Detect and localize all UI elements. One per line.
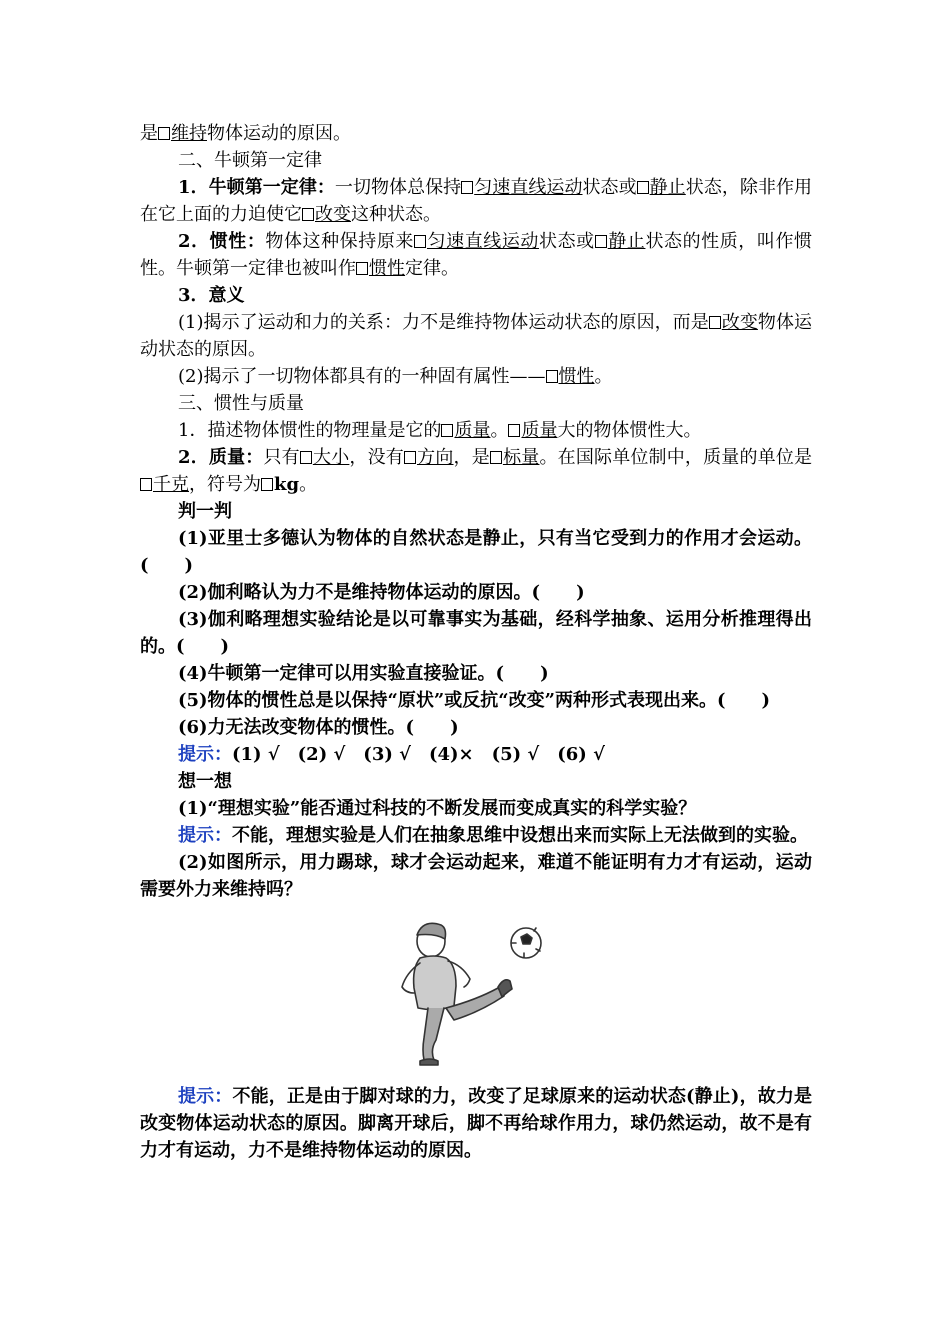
paragraph-significance-1 (140, 309, 812, 363)
text: 。 (299, 474, 318, 495)
text: 大的物体惯性大。 (557, 420, 702, 441)
hint-label: 提示： (178, 744, 232, 765)
fill-answer: 静止 (607, 231, 646, 252)
paragraph-inertia (140, 228, 812, 282)
hint-label: 提示： (178, 825, 232, 846)
blank-box-icon (637, 181, 649, 194)
paragraph-significance-2 (140, 363, 812, 390)
blank-box-icon (140, 478, 152, 491)
text: 只有 (263, 447, 300, 468)
think-question-1: (1)“理想实验”能否通过科技的不断发展而变成真实的科学实验？ (178, 798, 697, 819)
fill-answer: 改变 (315, 204, 351, 225)
text: 这种状态。 (351, 204, 441, 225)
hint-text: 不能，理想实验是人们在抽象思维中设想出来而实际上无法做到的实验。 (232, 825, 808, 846)
text: 物体这种保持原来 (265, 231, 414, 252)
text: 定律。 (405, 258, 459, 279)
judge-item-4: (4)牛顿第一定律可以用实验直接验证。( ) (178, 663, 549, 684)
text: 。 (594, 366, 613, 387)
blank-box-icon (461, 181, 473, 194)
fill-answer: 质量 (454, 420, 491, 441)
fill-answer: kg (274, 474, 300, 495)
fill-answer: 质量 (521, 420, 558, 441)
text: 一切物体总保持 (334, 177, 462, 198)
text: 。 (490, 420, 509, 441)
figure (140, 913, 812, 1073)
judge-item-5: (5)物体的惯性总是以保持“原状”或反抗“改变”两种形式表现出来。( ) (178, 690, 771, 711)
paragraph-newton-first-law (140, 174, 812, 228)
text: 状态，除非作用在它上面的力迫使它 (140, 177, 813, 225)
think-question-2: (2)如图所示，用力踢球，球才会运动起来，难道不能证明有力才有运动，运动需要外力来维持吗？ (140, 852, 812, 900)
blank-box-icon (490, 451, 502, 464)
blank-box-icon (356, 262, 368, 275)
blank-box-icon (546, 370, 558, 383)
fill-answer: 方向 (416, 447, 454, 468)
text: 1．描述物体惯性的物理量是它的 (178, 420, 442, 441)
term-label: 2．惯性： (178, 231, 266, 252)
judge-item-1: (1)亚里士多德认为物体的自然状态是静止，只有当它受到力的作用才会运动。( ) (140, 528, 812, 576)
fill-answer: 惯性 (558, 366, 595, 387)
fill-answer: 大小 (312, 447, 350, 468)
fill-answer: 改变 (721, 312, 758, 333)
text: 状态或 (582, 177, 637, 198)
judge-hint (140, 741, 812, 768)
think-answer-2 (140, 1083, 812, 1164)
text: 物体运动状态的原因。 (140, 312, 813, 360)
fill-answer: 匀速直线运动 (474, 177, 583, 198)
fill-answer: 千克 (153, 474, 189, 495)
judge-title: 判一判 (178, 501, 232, 522)
judge-item-2: (2)伽利略认为力不是维持物体运动的原因。( ) (178, 582, 585, 603)
line-1 (140, 120, 812, 147)
think-title: 想一想 (178, 771, 232, 792)
text: 物体运动的原因。 (207, 123, 351, 144)
blank-box-icon (709, 316, 721, 329)
section-heading-3: 三、惯性与质量 (178, 393, 304, 414)
blank-box-icon (300, 451, 312, 464)
text: ，没有 (349, 447, 404, 468)
fill-answer: 匀速直线运动 (426, 231, 539, 252)
blank-box-icon (508, 424, 520, 437)
fill-answer: 惯性 (369, 258, 405, 279)
hint-text: (1) √ (2) √ (3) √ (4)× (5) √ (6) √ (232, 744, 605, 765)
text: 状态或 (539, 231, 595, 252)
fill-answer: 维持 (171, 123, 207, 144)
blank-box-icon (302, 208, 314, 221)
term-label: 1．牛顿第一定律： (178, 177, 335, 198)
blank-box-icon (441, 424, 453, 437)
blank-box-icon (404, 451, 416, 464)
paragraph-mass-1 (140, 417, 812, 444)
judge-item-6: (6)力无法改变物体的惯性。( ) (178, 717, 459, 738)
paragraph-mass-2 (140, 444, 812, 498)
text: (1)揭示了运动和力的关系：力不是维持物体运动状态的原因，而是 (178, 312, 709, 333)
text: (2)揭示了一切物体都具有的一种固有属性—— (178, 366, 546, 387)
hint-text: 不能，正是由于脚对球的力，改变了足球原来的运动状态(静止)，故力是改变物体运动状态的原因。脚离开球后，脚不再给球作用力，球仍然运动，故不是有力才有运动，力不是维持物体运动的原因。 (140, 1086, 813, 1161)
text: 状态的性质，叫作惯性。牛顿第一定律也被叫作 (140, 231, 813, 279)
heading-significance: 3．意义 (178, 285, 245, 306)
blank-box-icon (261, 478, 273, 491)
blank-box-icon (414, 235, 426, 248)
text: ，是 (453, 447, 490, 468)
judge-item-3: (3)伽利略理想实验结论是以可靠事实为基础，经科学抽象、运用分析推理得出的。( ) (140, 609, 812, 657)
blank-box-icon (158, 127, 170, 140)
text: 。在国际单位制中，质量的单位是 (539, 447, 813, 468)
hint-label: 提示： (178, 1086, 233, 1107)
fill-answer: 标量 (502, 447, 540, 468)
text: ，符号为 (189, 474, 261, 495)
text: 是 (140, 123, 158, 144)
term-label: 2．质量： (178, 447, 264, 468)
section-heading-2: 二、牛顿第一定律 (178, 150, 322, 171)
document-page (140, 120, 812, 1164)
boy-kicking-ball-icon (376, 913, 576, 1073)
fill-answer: 静止 (649, 177, 686, 198)
think-answer-1 (140, 822, 812, 849)
blank-box-icon (595, 235, 607, 248)
